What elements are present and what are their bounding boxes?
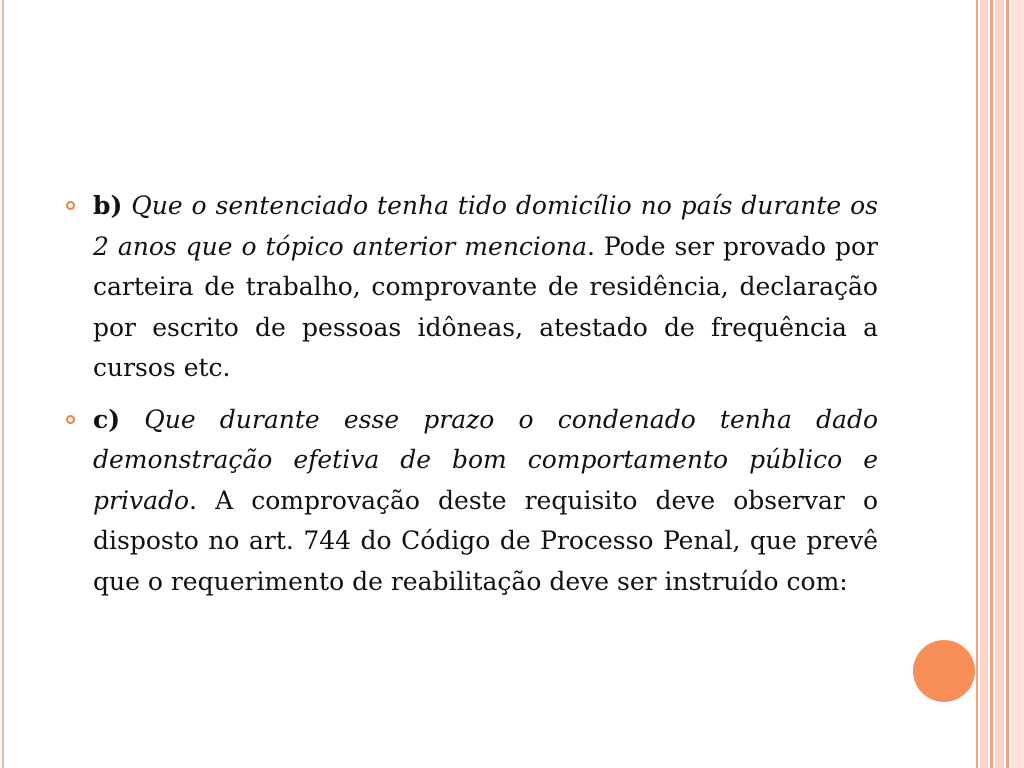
right-decor-stripe (1006, 0, 1009, 768)
right-decor-stripe (980, 0, 988, 768)
left-border-line (2, 0, 4, 768)
bullet-plain-text: . A comprovação deste requisito deve observar o disposto no art. 744 do Código de Processo Penal, que prevê que o requerimento de reabilitação deve ser instruído com: (93, 485, 878, 596)
bullet-circle-icon (66, 201, 75, 210)
bullet-label: b) (93, 191, 123, 220)
bullet-item-b (66, 186, 878, 389)
bullet-plain-text: . Pode ser provado por carteira de trabalho, comprovante de residência, declaração por escrito de pessoas idôneas, atestado de frequência a cursos etc. (93, 231, 878, 382)
bullet-text (93, 400, 878, 603)
right-decor-stripe (1011, 0, 1024, 768)
bullet-italic-text: Que durante esse prazo o condenado tenha dado demonstração efetiva de bom comportamento público e privado (93, 404, 878, 515)
right-decor-stripe (995, 0, 1004, 768)
bullet-item-c (66, 400, 878, 603)
right-decor-stripe (976, 0, 978, 768)
bullet-label: c) (93, 404, 121, 434)
bullet-italic-text: Que o sentenciado tenha tido domicílio no país durante os 2 anos que o tópico anterior menciona (93, 191, 878, 261)
bullet-text (93, 186, 878, 389)
right-decor-stripe (990, 0, 993, 768)
bullet-circle-icon (66, 415, 75, 424)
slide-body (66, 186, 878, 613)
decorative-circle (913, 640, 975, 702)
